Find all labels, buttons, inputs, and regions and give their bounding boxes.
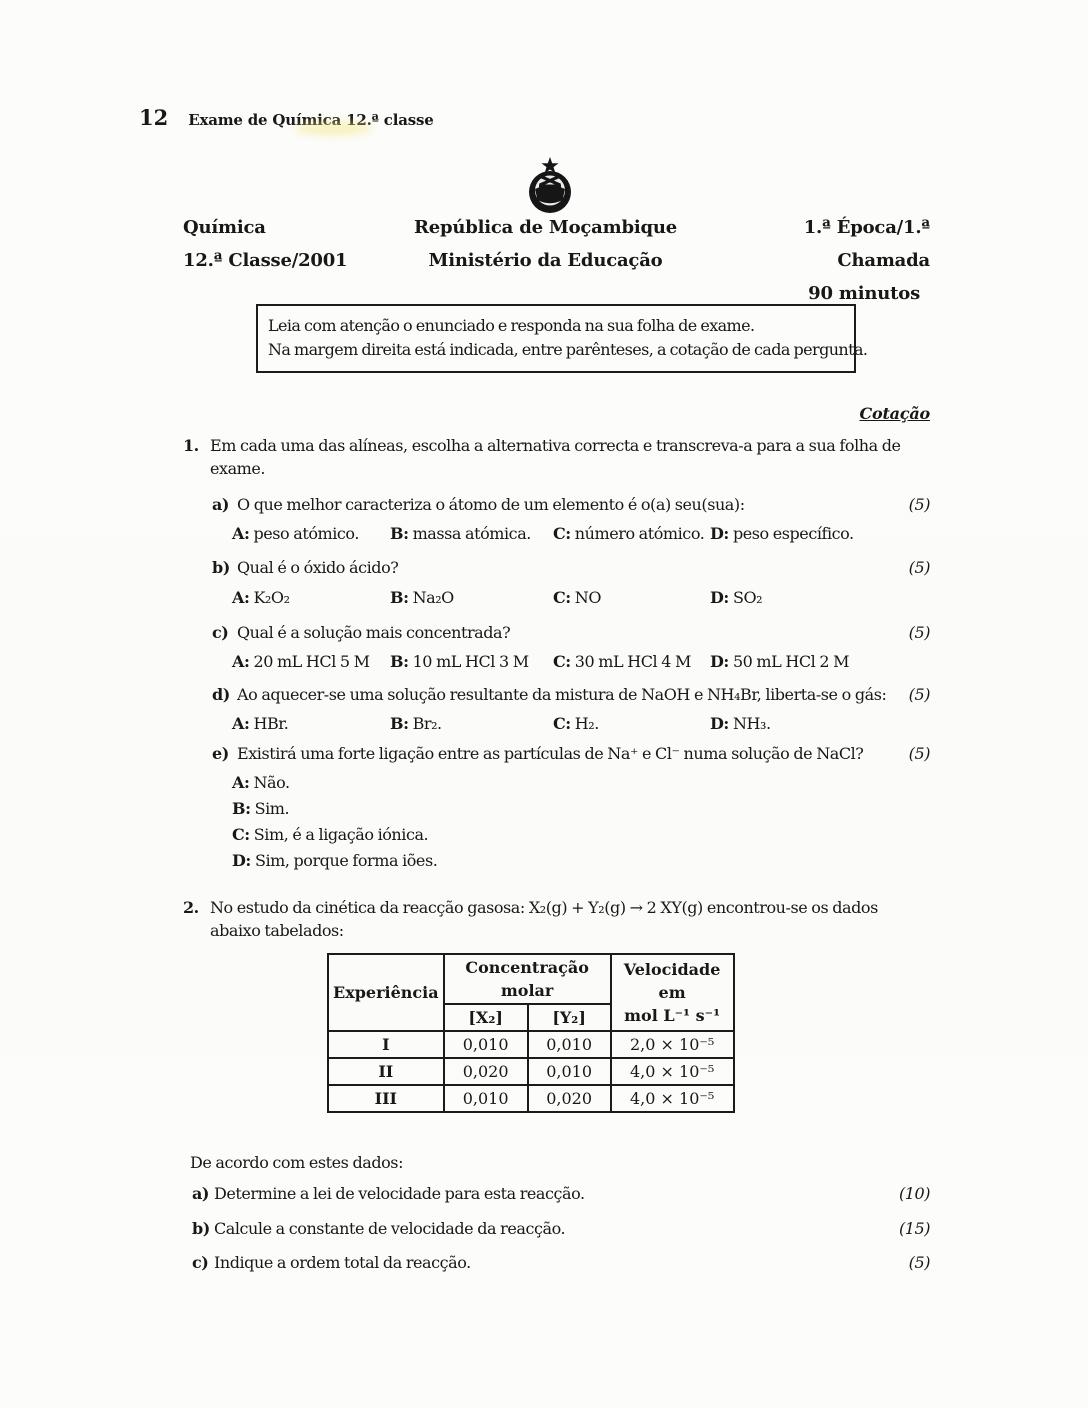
velocidade-line-1: Velocidade em	[623, 960, 721, 1002]
question-2-followup: De acordo com estes dados:	[190, 1153, 404, 1172]
session-name: 1.ª Época/1.ª Chamada	[803, 217, 930, 271]
option-key: D:	[710, 714, 729, 733]
item-points: (5)	[908, 1253, 930, 1272]
option-c	[553, 650, 710, 673]
table-header-row-1	[328, 954, 734, 1004]
option-key: B:	[232, 799, 251, 818]
option-d	[232, 848, 930, 874]
cell-exp: I	[328, 1031, 444, 1058]
question-2-text	[210, 896, 890, 942]
cell-x2: 0,010	[444, 1031, 528, 1058]
item-text: O que melhor caracteriza o átomo de um elemento é o(a) seu(sua):	[237, 495, 745, 514]
item-label: a)	[192, 1184, 210, 1203]
option-key: B:	[390, 588, 409, 607]
cell-rate: 2,0 × 10⁻⁵	[611, 1031, 734, 1058]
option-value: peso específico.	[732, 524, 854, 543]
cell-x2: 0,020	[444, 1058, 528, 1085]
option-c	[553, 712, 710, 735]
col-header-velocidade	[611, 954, 734, 1031]
question-2a	[183, 1182, 930, 1205]
item-text: Indique a ordem total da reacção.	[214, 1253, 471, 1272]
option-key: B:	[390, 652, 409, 671]
option-d	[710, 712, 771, 735]
option-d	[710, 522, 854, 545]
option-value: NH₃.	[732, 714, 771, 733]
authority-ministry: Ministério da Educação	[428, 250, 663, 271]
option-key: A:	[232, 773, 250, 792]
question-1d	[183, 683, 930, 706]
cell-rate: 4,0 × 10⁻⁵	[611, 1058, 734, 1085]
option-key: C:	[553, 714, 571, 733]
option-c	[553, 522, 710, 545]
option-a	[232, 770, 930, 796]
cell-rate: 4,0 × 10⁻⁵	[611, 1085, 734, 1112]
notice-line-1: Leia com atenção o enunciado e responda na sua folha de exame.	[268, 316, 755, 335]
question-1-text	[210, 434, 901, 480]
question-1c-options	[232, 650, 930, 673]
item-points: (15)	[898, 1219, 930, 1238]
option-a	[232, 522, 390, 545]
col-header-experiencia: Experiência	[328, 954, 444, 1031]
option-key: B:	[390, 714, 409, 733]
question-1a-options	[232, 522, 930, 545]
option-b	[390, 586, 553, 609]
table-row-III	[328, 1085, 734, 1112]
option-value: número atómico.	[574, 524, 705, 543]
question-1-line-2: exame.	[210, 459, 266, 478]
item-label: c)	[192, 1253, 209, 1272]
question-1d-options	[232, 712, 930, 735]
option-value: SO₂	[732, 588, 763, 607]
page-number: 12	[139, 105, 169, 130]
item-text: Qual é o óxido ácido?	[237, 558, 399, 577]
option-b	[390, 522, 553, 545]
option-value: 20 mL HCl 5 M	[253, 652, 370, 671]
option-key: D:	[232, 851, 251, 870]
option-value: 50 mL HCl 2 M	[732, 652, 850, 671]
exam-body	[183, 434, 930, 1274]
item-points: (5)	[908, 685, 930, 704]
item-label: d)	[212, 685, 230, 704]
question-2b	[183, 1217, 930, 1240]
item-label: c)	[212, 623, 229, 642]
option-key: A:	[232, 652, 250, 671]
item-text: Qual é a solução mais concentrada?	[237, 623, 511, 642]
item-label: e)	[212, 744, 229, 763]
option-key: A:	[232, 588, 250, 607]
item-label: b)	[212, 558, 230, 577]
option-value: K₂O₂	[253, 588, 290, 607]
notice-line-2: Na margem direita está indicada, entre parênteses, a cotação de cada pergunta.	[268, 339, 868, 359]
item-text: Ao aquecer-se uma solução resultante da mistura de NaOH e NH₄Br, liberta-se o gás:	[237, 685, 887, 704]
cell-y2: 0,010	[528, 1031, 611, 1058]
item-points: (5)	[908, 558, 930, 577]
header-subject-column	[183, 211, 373, 310]
mozambique-coat-of-arms-icon	[527, 157, 573, 216]
option-value: NO	[574, 588, 602, 607]
option-value: Sim, porque forma iões.	[254, 851, 438, 870]
velocidade-line-2: mol L⁻¹ s⁻¹	[624, 1006, 721, 1025]
cell-exp: II	[328, 1058, 444, 1085]
option-d	[710, 586, 762, 609]
option-value: 30 mL HCl 4 M	[574, 652, 691, 671]
session-duration: 90 minutos	[808, 283, 920, 304]
question-1-number: 1.	[183, 436, 199, 455]
option-b	[232, 796, 930, 822]
item-text: Calcule a constante de velocidade da reacção.	[214, 1219, 566, 1238]
option-value: HBr.	[253, 714, 289, 733]
option-key: C:	[232, 825, 250, 844]
running-title: Exame de Química 12.ª classe	[188, 111, 434, 129]
question-1-line-1: Em cada uma das alíneas, escolha a alternativa correcta e transcreva-a para a sua folha de	[210, 436, 901, 455]
option-key: A:	[232, 714, 250, 733]
subject-title: Química	[183, 217, 266, 238]
item-points: (5)	[908, 495, 930, 514]
table-row-II	[328, 1058, 734, 1085]
option-key: B:	[390, 524, 409, 543]
notice-box	[256, 304, 868, 373]
table-row-I	[328, 1031, 734, 1058]
option-value: Na₂O	[412, 588, 454, 607]
question-2	[183, 896, 930, 942]
option-value: 10 mL HCl 3 M	[412, 652, 529, 671]
option-b	[390, 712, 553, 735]
question-2-line-2: abaixo tabelados:	[210, 921, 344, 940]
question-1c	[183, 621, 930, 644]
cell-y2: 0,010	[528, 1058, 611, 1085]
col-header-concentracao: Concentração molar	[444, 954, 611, 1004]
option-key: C:	[553, 652, 571, 671]
option-key: C:	[553, 524, 571, 543]
option-key: D:	[710, 652, 729, 671]
cotacao-header: Cotação	[859, 404, 930, 423]
option-a	[232, 650, 390, 673]
item-points: (5)	[908, 744, 930, 763]
cell-y2: 0,020	[528, 1085, 611, 1112]
option-key: A:	[232, 524, 250, 543]
option-value: Br₂.	[412, 714, 442, 733]
subject-class-year: 12.ª Classe/2001	[183, 250, 348, 271]
item-points: (5)	[908, 623, 930, 642]
option-value: Sim.	[254, 799, 290, 818]
question-2-line-1: No estudo da cinética da reacção gasosa: X₂(g) + Y₂(g) → 2 XY(g) encontrou-se os dados	[210, 898, 878, 917]
exam-header	[183, 211, 930, 310]
col-subheader-y2: [Y₂]	[528, 1004, 611, 1031]
question-2-number: 2.	[183, 898, 199, 917]
option-value: H₂.	[574, 714, 599, 733]
question-1e	[183, 742, 930, 765]
question-1e-options	[232, 770, 930, 874]
question-2c	[183, 1251, 930, 1274]
option-key: D:	[710, 524, 729, 543]
header-session-column	[718, 211, 930, 310]
kinetics-table	[327, 953, 735, 1113]
item-label: b)	[192, 1219, 210, 1238]
option-value: Não.	[253, 773, 290, 792]
option-value: Sim, é a ligação iónica.	[253, 825, 429, 844]
cell-x2: 0,010	[444, 1085, 528, 1112]
option-value: massa atómica.	[412, 524, 531, 543]
header-authority-column	[373, 211, 718, 310]
cell-exp: III	[328, 1085, 444, 1112]
item-label: a)	[212, 495, 230, 514]
option-key: C:	[553, 588, 571, 607]
item-points: (10)	[898, 1184, 930, 1203]
option-d	[710, 650, 849, 673]
question-1b-options	[232, 586, 930, 609]
option-a	[232, 586, 390, 609]
highlighter-smudge	[295, 121, 373, 136]
authority-country: República de Moçambique	[413, 217, 678, 238]
item-text: Determine a lei de velocidade para esta reacção.	[214, 1184, 585, 1203]
question-1a	[183, 493, 930, 516]
option-key: D:	[710, 588, 729, 607]
option-a	[232, 712, 390, 735]
running-head	[139, 105, 434, 130]
question-1b	[183, 556, 930, 579]
option-value: peso atómico.	[253, 524, 359, 543]
option-c	[232, 822, 930, 848]
col-subheader-x2: [X₂]	[444, 1004, 528, 1031]
option-b	[390, 650, 553, 673]
question-1	[183, 434, 930, 480]
option-c	[553, 586, 710, 609]
item-text: Existirá uma forte ligação entre as partículas de Na⁺ e Cl⁻ numa solução de NaCl?	[237, 744, 864, 763]
